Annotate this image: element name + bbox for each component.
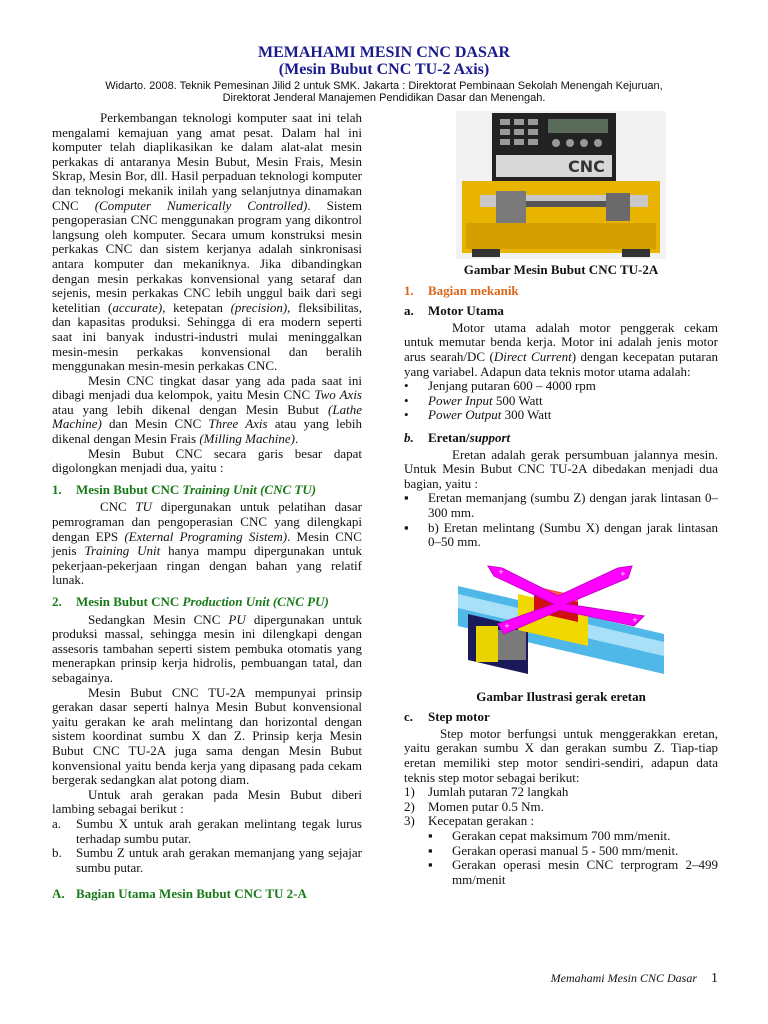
heading-eretan: b. Eretan/support	[404, 429, 511, 445]
svg-text:+: +	[620, 569, 626, 578]
list-item: 3) Kecepatan gerakan :	[404, 813, 535, 829]
figure-caption-eretan: Gambar Ilustrasi gerak eretan	[476, 688, 646, 704]
citation-line-1: Widarto. 2008. Teknik Pemesinan Jilid 2 untuk SMK. Jakarta : Direktorat Pembinaan Sekolah Menengah Kejuruan,	[105, 80, 663, 92]
page-footer	[551, 971, 718, 987]
svg-text:CNC: CNC	[568, 157, 605, 176]
paragraph-principle: Mesin Bubut CNC TU-2A mempunyai prinsip gerakan dasar seperti halnya Mesin Bubut konvensional yaitu gerakan ke arah melintang dan horizontal dengan sistem koordinat sumbu X dan Z. Prinsip kerja Mesin Bubut CNC TU-2A juga sama dengan Mesin Bubut konvensional yaitu benda kerja yang dipasang pada cekam bergerak sedangkan alat potong diam.	[52, 684, 362, 788]
heading-training-unit: 1. Mesin Bubut CNC Training Unit (CNC TU)	[52, 481, 317, 497]
paragraph-step-motor: Step motor berfungsi untuk menggerakkan eretan, yaitu gerakan sumbu X dan gerakan sumbu Z. Tiap-tiap eretan memiliki step motor sendiri-sendiri, adapun data teknis step motor sebagai berikut:	[404, 725, 718, 785]
heading-production-unit: 2. Mesin Bubut CNC Production Unit (CNC PU)	[52, 594, 329, 609]
svg-text:+: +	[498, 567, 504, 576]
list-item: ▪ b) Eretan melintang (Sumbu X) dengan jarak lintasan 0–50 mm.	[404, 519, 718, 550]
left-column	[52, 111, 362, 905]
list-item: b. Sumbu Z untuk arah gerakan memanjang yang sejajar sumbu putar.	[52, 845, 362, 875]
eretan-illustration-image	[458, 564, 664, 686]
list-item: 2) Momen putar 0.5 Nm.	[404, 798, 544, 814]
list-item: • Power Output 300 Watt	[404, 407, 552, 423]
paragraph-eretan: Eretan adalah gerak persumbuan jalannya mesin. Untuk Mesin Bubut CNC TU-2A dibedakan menjadi dua bagian, yaitu :	[404, 446, 718, 491]
right-column	[404, 111, 718, 887]
subtitle-line: (Mesin Bubut CNC TU-2 Axis)	[278, 61, 490, 78]
paragraph-main-motor: Motor utama adalah motor penggerak cekam untuk memutar benda kerja. Motor ini adalah jenis motor arus searah/DC (Direct Current) dengan kecepatan putaran yang variabel. Adapun data teknis motor utama adalah:	[404, 319, 718, 379]
list-item: ▪ Gerakan operasi mesin CNC terprogram 2–499 mm/menit	[428, 857, 718, 887]
list-item: a. Sumbu X untuk arah gerakan melintang tegak lurus terhadap sumbu putar.	[52, 815, 362, 846]
svg-text:+: +	[632, 615, 638, 624]
paragraph-groups: Mesin Bubut CNC secara garis besar dapat digolongkan menjadi dua, yaitu :	[52, 445, 362, 476]
list-item: ▪ Gerakan cepat maksimum 700 mm/menit.	[428, 828, 671, 844]
list-item: ▪ Gerakan operasi manual 5 - 500 mm/menit.	[428, 842, 679, 858]
list-item: • Jenjang putaran 600 – 4000 rpm	[404, 378, 596, 394]
citation	[0, 80, 768, 104]
list-item: 1) Jumlah putaran 72 langkah	[404, 784, 569, 800]
paragraph-production-unit: Sedangkan Mesin CNC PU dipergunakan untuk produksi massal, sehingga mesin ini dilengkapi dengan assesoris tambahan seperti sistem pembuka otomatis yang menerapkan prinsip kerja hidrolis, pembuangan tatal, dan sebagainya.	[52, 611, 362, 685]
svg-text:+: +	[504, 621, 510, 630]
paragraph-direction: Untuk arah gerakan pada Mesin Bubut diberi lambing sebagai berikut :	[52, 786, 362, 817]
footer-title: Memahami Mesin CNC Dasar	[550, 971, 697, 985]
paragraph-intro: Perkembangan teknologi komputer saat ini telah mengalami kemajuan yang amat pesat. Dalam hal ini komputer telah diaplikasikan ke dalam alat-alat mesin perkakas di antaranya Mesin Bubut, Mesin Frais, Mesin Skrap, Mesin Bor, dll. Hasil perpaduan teknologi komputer dan teknologi mekanik inilah yang selanjutnya dinamakan CNC (Computer Numerically Controlled). Sistem pengoperasian CNC menggunakan program yang dikontrol langsung oleh komputer. Secara umum konstruksi mesin perkakas CNC dan sistem kerjanya adalah sinkronisasi antara komputer dan mekaniknya. Jika dibandingkan dengan mesin perkakas konvensional yang setaraf dan sejenis, mesin perkakas CNC lebih unggul baik dari segi ketelitian (accurate), ketepatan (precision), fleksibilitas, dan kapasitas produksi. Sehingga di era modern seperti saat ini banyak industri-industri mulai meninggalkan mesin-mesin perkakas konvensional dan beralih menggunakan mesin-mesin perkakas CNC.	[52, 110, 362, 374]
page-number: 1	[711, 971, 718, 986]
heading-mechanical: 1. Bagian mekanik	[404, 282, 519, 298]
title-line: MEMAHAMI MESIN CNC DASAR	[258, 44, 510, 61]
paragraph-types: Mesin CNC tingkat dasar yang ada pada saat ini dibagi menjadi dua kelompok, yaitu Mesin CNC Two Axis atau yang lebih dikenal dengan Mesin Bubut (Lathe Machine) dan Mesin CNC Three Axis atau yang lebih dikenal dengan Mesin Frais (Milling Machine).	[52, 372, 362, 447]
list-item: ▪ Eretan memanjang (sumbu Z) dengan jarak lintasan 0–300 mm.	[404, 490, 718, 520]
document-title	[0, 44, 768, 78]
cnc-machine-image	[456, 111, 666, 259]
heading-main-motor: a. Motor Utama	[404, 303, 504, 319]
citation-line-2: Direktorat Jenderal Manajemen Pendidikan Dasar dan Menengah.	[222, 92, 546, 104]
figure-caption-machine: Gambar Mesin Bubut CNC TU-2A	[463, 262, 659, 277]
list-item: • Power Input 500 Watt	[404, 392, 543, 408]
paragraph-training-unit: CNC TU dipergunakan untuk pelatihan dasar pemrograman dan pengoperasian CNC yang dilengkapi dengan EPS (External Programing Sistem). Mesin CNC jenis Training Unit hanya mampu dipergunakan untuk pekerjaan-pekerjaan ringan dengan bahan yang relatif lunak.	[52, 499, 362, 588]
heading-main-parts: A. Bagian Utama Mesin Bubut CNC TU 2-A	[52, 886, 307, 902]
heading-step-motor: c. Step motor	[404, 709, 490, 725]
